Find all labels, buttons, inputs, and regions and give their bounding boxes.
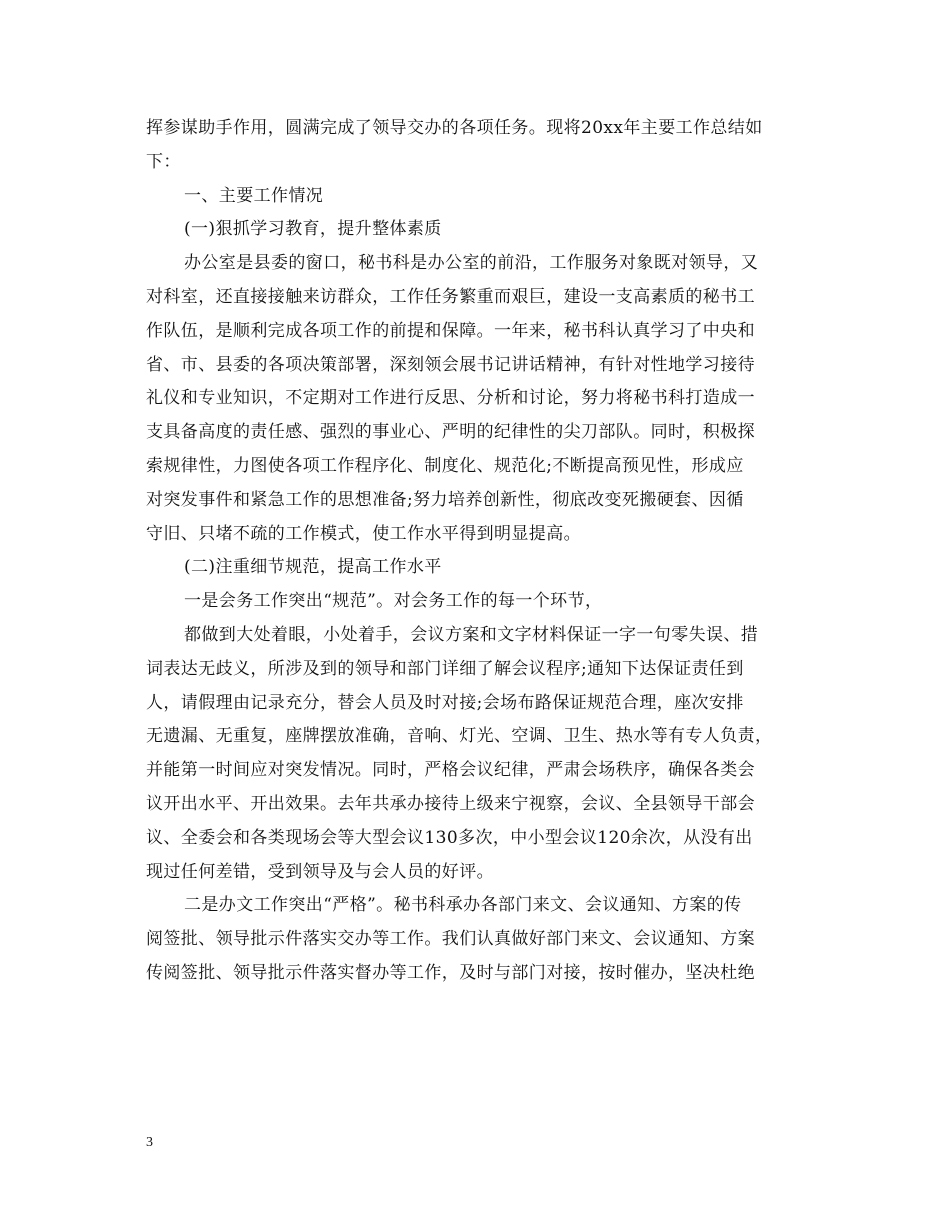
text-line: 词表达无歧义，所涉及到的领导和部门详细了解会议程序;通知下达保证责任到 (146, 658, 744, 679)
text-line: 下： (146, 151, 181, 172)
text-line: 阅签批、领导批示件落实交办等工作。我们认真做好部门来文、会议通知、方案 (146, 929, 755, 950)
text-line: 议、全委会和各类现场会等大型会议130多次，中小型会议120余次，从没有出 (146, 827, 753, 848)
document-body (146, 112, 806, 991)
text-line: 人，请假理由记录充分，替会人员及时对接;会场布路保证规范合理，座次安排 (146, 692, 744, 713)
text-line: 办公室是县委的窗口，秘书科是办公室的前沿，工作服务对象既对领导，又 (184, 253, 759, 274)
text-line: 对科室，还直接接触来访群众，工作任务繁重而艰巨，建设一支高素质的秘书工 (146, 286, 755, 307)
text-line: 对突发事件和紧急工作的思想准备;努力培养创新性，彻底改变死搬硬套、因循 (146, 489, 744, 510)
text-line: 省、市、县委的各项决策部署，深刻领会展书记讲话精神，有针对性地学习接待 (146, 354, 755, 375)
text-line: 议开出水平、开出效果。去年共承办接待上级来宁视察，会议、全县领导干部会 (146, 793, 755, 814)
text-line: 传阅签批、领导批示件落实督办等工作，及时与部门对接，按时催办，坚决杜绝 (146, 962, 755, 983)
text-line: 礼仪和专业知识，不定期对工作进行反思、分析和讨论，努力将秘书科打造成一 (146, 388, 755, 409)
text-line: 并能第一时间应对突发情况。同时，严格会议纪律，严肃会场秩序，确保各类会 (146, 760, 755, 781)
text-line: 二是办文工作突出“严格”。秘书科承办各部门来文、会议通知、方案的传 (184, 895, 742, 916)
text-line: (二)注重细节规范，提高工作水平 (184, 557, 442, 578)
text-line: 索规律性，力图使各项工作程序化、制度化、规范化;不断提高预见性，形成应 (146, 455, 744, 476)
text-line: 守旧、只堵不疏的工作模式，使工作水平得到明显提高。 (146, 523, 581, 544)
text-line: (一)狠抓学习教育，提升整体素质 (184, 219, 442, 240)
text-line: 作队伍，是顺利完成各项工作的前提和保障。一年来，秘书科认真学习了中央和 (146, 320, 755, 341)
text-line: 现过任何差错，受到领导及与会人员的好评。 (146, 861, 494, 882)
text-line: 无遗漏、无重复，座牌摆放准确，音响、灯光、空调、卫生、热水等有专人负责， (146, 726, 773, 747)
text-line: 挥参谋助手作用，圆满完成了领导交办的各项任务。现将20xx年主要工作总结如 (146, 118, 763, 138)
page-number: 3 (146, 1135, 153, 1150)
text-line: 都做到大处着眼，小处着手，会议方案和文字材料保证一字一句零失误、措 (184, 624, 759, 645)
text-line: 一、主要工作情况 (184, 185, 324, 206)
text-line: 一是会务工作突出“规范”。对会务工作的每一个环节， (184, 591, 603, 612)
text-line: 支具备高度的责任感、强烈的事业心、严明的纪律性的尖刀部队。同时，积极探 (146, 422, 755, 443)
